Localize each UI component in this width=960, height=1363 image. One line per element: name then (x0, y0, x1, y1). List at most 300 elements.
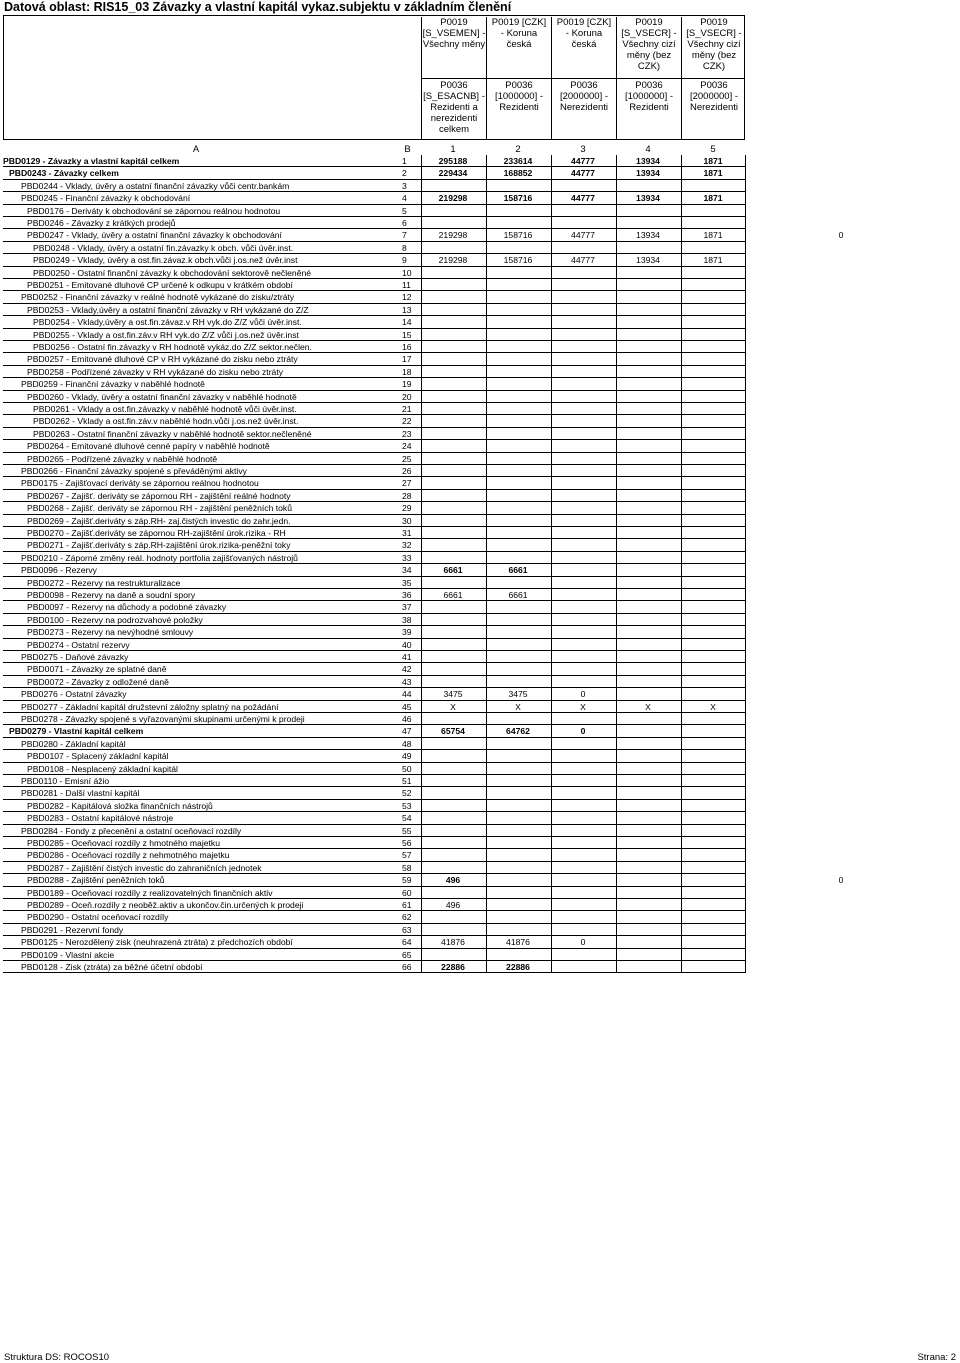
cell-divider (421, 787, 422, 799)
cell-divider (486, 267, 487, 279)
row-number: 61 (402, 900, 412, 910)
row-value-col-2: X (515, 701, 521, 712)
cell-divider (551, 899, 552, 911)
cell-divider (486, 626, 487, 638)
row-value-col-4: 13934 (636, 193, 660, 204)
cell-divider (681, 205, 682, 217)
cell-divider (551, 415, 552, 427)
cell-divider (745, 614, 746, 626)
cell-divider (421, 316, 422, 328)
row-value-col-5: 1871 (703, 168, 723, 179)
footer-page-number: Strana: 2 (917, 1352, 956, 1363)
cell-divider (745, 254, 746, 266)
cell-divider (681, 564, 682, 576)
row-label: PBD0279 - Vlastní kapitál celkem (9, 726, 144, 737)
row-number: 34 (402, 565, 412, 576)
row-value-col-1: 41876 (441, 937, 465, 948)
cell-divider (616, 242, 617, 254)
row-label: PBD0290 - Ostatní oceňovací rozdíly (27, 912, 169, 923)
cell-divider (745, 304, 746, 316)
row-label: PBD0264 - Emitované dluhové cenné papíry v naběhlé hodnotě (27, 441, 270, 452)
column-header-bottom-2: P0036 [1000000] - Rezidenti (486, 79, 551, 139)
cell-divider (616, 341, 617, 353)
cell-divider (681, 440, 682, 452)
cell-divider (551, 440, 552, 452)
table-row (3, 167, 745, 179)
cell-divider (551, 862, 552, 874)
row-label: PBD0276 - Ostatní závazky (21, 689, 127, 700)
table-row (3, 812, 745, 824)
row-number: 49 (402, 751, 412, 762)
table-row (3, 527, 745, 539)
cell-divider (745, 924, 746, 936)
row-label: PBD0097 - Rezervy na důchody a podobné závazky (27, 602, 227, 613)
cell-divider (681, 378, 682, 390)
row-label: PBD0261 - Vklady a ost.fin.závazky v naběhlé hodnotě vůči úvěr.inst. (33, 404, 297, 414)
cell-divider (486, 750, 487, 762)
row-value-col-4: 13934 (636, 156, 660, 166)
cell-divider (745, 490, 746, 502)
cell-divider (551, 428, 552, 440)
cell-divider (745, 192, 746, 204)
cell-divider (551, 329, 552, 341)
cell-divider (681, 304, 682, 316)
column-letter: B (404, 144, 411, 155)
cell-divider (616, 825, 617, 837)
cell-divider (745, 527, 746, 539)
cell-divider (616, 291, 617, 303)
table-row (3, 329, 745, 341)
cell-divider (486, 341, 487, 353)
cell-divider (421, 862, 422, 874)
row-number: 29 (402, 503, 412, 514)
row-value-col-3: 0 (580, 937, 586, 948)
cell-divider (551, 825, 552, 837)
cell-divider (616, 862, 617, 874)
cell-divider (616, 775, 617, 787)
cell-divider (616, 874, 617, 886)
row-value-col-2: 64762 (506, 726, 530, 737)
cell-divider (745, 688, 746, 700)
row-label: PBD0175 - Zajišťovací deriváty se zápornou reálnou hodnotou (21, 478, 259, 489)
row-label: PBD0248 - Vklady, úvěry a ostatní fin.závazky k obch. vůči úvěr.inst. (33, 242, 294, 253)
cell-divider (681, 663, 682, 675)
cell-divider (616, 440, 617, 452)
cell-divider (486, 899, 487, 911)
table-row (3, 254, 745, 266)
cell-divider (616, 465, 617, 477)
row-value-col-5: 1871 (703, 156, 723, 166)
row-value-col-2: 6661 (508, 590, 528, 600)
row-number: 9 (402, 255, 407, 266)
row-value-col-4: 13934 (636, 255, 660, 266)
cell-divider (486, 515, 487, 527)
row-value-col-5: X (710, 701, 716, 712)
table-row (3, 229, 745, 241)
cell-divider (745, 465, 746, 477)
table-row (3, 887, 745, 899)
cell-divider (551, 217, 552, 229)
row-number: 48 (402, 738, 412, 749)
cell-divider (681, 862, 682, 874)
table-row (3, 539, 745, 551)
cell-divider (486, 812, 487, 824)
cell-divider (745, 155, 746, 167)
cell-divider (486, 291, 487, 303)
cell-divider (486, 415, 487, 427)
cell-divider (681, 750, 682, 762)
cell-divider (551, 800, 552, 812)
row-number: 58 (402, 862, 412, 873)
cell-divider (681, 242, 682, 254)
cell-divider (486, 465, 487, 477)
cell-divider (421, 440, 422, 452)
column-letter: 1 (450, 144, 456, 155)
cell-divider (551, 366, 552, 378)
cell-divider (745, 366, 746, 378)
row-label: PBD0284 - Fondy z přecenění a ostatní oceňovací rozdíly (21, 825, 242, 836)
row-value-col-3: 44777 (571, 156, 595, 166)
cell-divider (551, 663, 552, 675)
row-label: PBD0096 - Rezervy (21, 565, 97, 576)
cell-divider (745, 329, 746, 341)
row-value-col-3: 44777 (571, 193, 595, 204)
row-label: PBD0125 - Nerozdělený zisk (neuhrazená ztráta) z předchozích období (21, 937, 293, 948)
table-row (3, 800, 745, 812)
cell-divider (486, 180, 487, 192)
cell-divider (681, 341, 682, 353)
row-value-col-1: 229434 (438, 168, 468, 179)
cell-divider (421, 477, 422, 489)
cell-divider (421, 415, 422, 427)
row-number: 43 (402, 676, 412, 687)
row-number: 63 (402, 924, 412, 935)
cell-divider (616, 391, 617, 403)
row-number: 16 (402, 342, 412, 352)
cell-divider (421, 205, 422, 217)
row-label: PBD0269 - Zajišť.deriváty s záp.RH- zaj.čistých investic do zahr.jedn. (27, 515, 291, 526)
row-label: PBD0244 - Vklady, úvěry a ostatní finanční závazky vůči centr.bankám (21, 180, 290, 191)
cell-divider (551, 887, 552, 899)
column-letter: 2 (515, 144, 521, 155)
table-row (3, 291, 745, 303)
cell-divider (616, 887, 617, 899)
cell-divider (486, 366, 487, 378)
column-header-bottom-3: P0036 [2000000] - Nerezidenti (551, 79, 616, 139)
cell-divider (681, 291, 682, 303)
cell-divider (486, 911, 487, 923)
cell-divider (745, 403, 746, 415)
row-value-col-1: 22886 (441, 962, 465, 972)
table-row (3, 676, 745, 688)
cell-divider (681, 217, 682, 229)
table-row (3, 911, 745, 923)
cell-divider (681, 837, 682, 849)
cell-divider (486, 205, 487, 217)
cell-divider (421, 663, 422, 675)
cell-divider (616, 515, 617, 527)
cell-divider (486, 279, 487, 291)
cell-divider (745, 180, 746, 192)
cell-divider (551, 924, 552, 936)
cell-divider (616, 428, 617, 440)
cell-divider (421, 911, 422, 923)
table-row (3, 949, 745, 961)
cell-divider (681, 353, 682, 365)
cell-divider (681, 961, 682, 973)
cell-divider (681, 490, 682, 502)
table-row (3, 589, 745, 601)
cell-divider (551, 577, 552, 589)
table-row (3, 490, 745, 502)
row-value-col-1: 496 (445, 900, 461, 910)
cell-divider (551, 527, 552, 539)
cell-divider (551, 775, 552, 787)
row-value-col-2: 233614 (503, 156, 533, 166)
row-value-col-1: 219298 (438, 255, 468, 266)
cell-divider (681, 688, 682, 700)
row-number: 38 (402, 614, 412, 625)
row-number: 62 (402, 912, 412, 923)
row-label: PBD0210 - Záporné změny reál. hodnoty portfolia zajišťovaných nástrojů (21, 552, 298, 563)
row-number: 11 (402, 280, 411, 290)
cell-divider (421, 601, 422, 613)
table-row (3, 564, 745, 576)
table-row (3, 924, 745, 936)
cell-divider (486, 800, 487, 812)
table-row (3, 515, 745, 527)
cell-divider (681, 391, 682, 403)
row-number: 41 (402, 652, 412, 662)
cell-divider (486, 502, 487, 514)
cell-divider (681, 601, 682, 613)
table-row (3, 155, 745, 167)
row-number: 2 (402, 168, 407, 179)
cell-divider (616, 477, 617, 489)
cell-divider (421, 849, 422, 861)
row-label: PBD0280 - Základní kapitál (21, 738, 126, 749)
row-value-col-4: 13934 (636, 230, 660, 241)
row-label: PBD0275 - Daňové závazky (21, 652, 129, 662)
row-label: PBD0268 - Zajišť. deriváty se zápornou RH - zajištění peněžních toků (27, 503, 292, 514)
cell-divider (421, 217, 422, 229)
row-value-col-3: X (580, 701, 586, 712)
cell-divider (421, 465, 422, 477)
table-row (3, 837, 745, 849)
row-label: PBD0250 - Ostatní finanční závazky k obchodování sektorově nečleněné (33, 267, 312, 278)
cell-divider (551, 552, 552, 564)
cell-divider (681, 267, 682, 279)
row-label: PBD0263 - Ostatní finanční závazky v naběhlé hodnotě sektor.nečleněné (33, 428, 312, 439)
row-number: 66 (402, 962, 412, 972)
cell-divider (616, 366, 617, 378)
row-label: PBD0098 - Rezervy na daně a soudní spory (27, 590, 196, 600)
cell-divider (551, 391, 552, 403)
row-number: 6 (402, 218, 407, 228)
cell-divider (486, 552, 487, 564)
cell-divider (745, 539, 746, 551)
row-value-col-2: 158716 (503, 193, 533, 204)
cell-divider (616, 279, 617, 291)
cell-divider (681, 626, 682, 638)
cell-divider (421, 676, 422, 688)
row-number: 10 (402, 267, 412, 278)
cell-divider (616, 415, 617, 427)
row-number: 47 (402, 726, 412, 737)
cell-divider (681, 403, 682, 415)
row-number: 37 (402, 602, 412, 613)
cell-divider (681, 577, 682, 589)
cell-divider (616, 899, 617, 911)
row-label: PBD0128 - Zisk (ztráta) za běžné účetní období (21, 962, 203, 972)
row-value-col-2: 3475 (508, 689, 528, 700)
row-number: 8 (402, 242, 407, 253)
cell-divider (551, 763, 552, 775)
cell-divider (551, 626, 552, 638)
cell-divider (486, 217, 487, 229)
row-label: PBD0189 - Oceňovací rozdíly z realizovatelných finančních aktiv (27, 887, 273, 898)
row-value-col-5: 1871 (703, 255, 723, 266)
column-header-top-5: P0019 [S_VSECR] - Všechny cizí měny (bez CZK) (681, 17, 746, 78)
cell-divider (551, 713, 552, 725)
cell-divider (616, 502, 617, 514)
cell-divider (421, 837, 422, 849)
row-value-col-2: 158716 (503, 255, 533, 266)
cell-divider (551, 787, 552, 799)
row-label: PBD0110 - Emisní ážio (21, 776, 110, 786)
cell-divider (551, 738, 552, 750)
cell-divider (745, 787, 746, 799)
cell-divider (421, 353, 422, 365)
row-label: PBD0273 - Rezervy na nevýhodné smlouvy (27, 627, 194, 638)
row-value-col-3: 0 (580, 689, 586, 700)
row-number: 64 (402, 937, 412, 948)
cell-divider (551, 453, 552, 465)
row-label: PBD0100 - Rezervy na podrozvahové položky (27, 614, 203, 625)
column-header-bottom-5: P0036 [2000000] - Nerezidenti (681, 79, 746, 139)
table-row (3, 663, 745, 675)
row-number: 52 (402, 788, 412, 799)
column-letter: 4 (645, 144, 651, 155)
row-number: 4 (402, 193, 407, 204)
table-row (3, 688, 745, 700)
cell-divider (681, 477, 682, 489)
cell-divider (681, 825, 682, 837)
row-extra-value: 0 (838, 230, 844, 241)
cell-divider (486, 763, 487, 775)
cell-divider (551, 465, 552, 477)
cell-divider (616, 403, 617, 415)
row-number: 60 (402, 887, 412, 898)
table-row (3, 316, 745, 328)
cell-divider (486, 651, 487, 663)
column-header-top-3: P0019 [CZK] - Koruna česká (551, 17, 616, 78)
cell-divider (745, 316, 746, 328)
row-number: 22 (402, 416, 412, 427)
cell-divider (745, 949, 746, 961)
cell-divider (421, 502, 422, 514)
cell-divider (421, 490, 422, 502)
cell-divider (551, 353, 552, 365)
row-label: PBD0289 - Oceň.rozdíly z neoběž.aktiv a ukončov.čin.určených k prodeji (27, 900, 304, 910)
cell-divider (421, 180, 422, 192)
row-number: 15 (402, 329, 412, 340)
table-row (3, 415, 745, 427)
row-label: PBD0265 - Podřízené závazky v naběhlé hodnotě (27, 453, 218, 464)
cell-divider (421, 242, 422, 254)
cell-divider (616, 713, 617, 725)
cell-divider (486, 862, 487, 874)
cell-divider (681, 366, 682, 378)
table-row (3, 440, 745, 452)
cell-divider (616, 924, 617, 936)
row-label: PBD0254 - Vklady,úvěry a ost.fin.závaz.v RH vyk.do Z/Z vůči úvěr.inst. (33, 317, 302, 328)
cell-divider (681, 316, 682, 328)
cell-divider (681, 279, 682, 291)
cell-divider (745, 676, 746, 688)
column-letter: 5 (710, 144, 716, 155)
cell-divider (616, 688, 617, 700)
cell-divider (745, 849, 746, 861)
row-number: 51 (402, 776, 412, 786)
row-label: PBD0291 - Rezervní fondy (21, 924, 124, 935)
row-label: PBD0272 - Rezervy na restrukturalizace (27, 577, 181, 588)
table-row (3, 577, 745, 589)
cell-divider (681, 775, 682, 787)
cell-divider (681, 763, 682, 775)
table-row (3, 304, 745, 316)
cell-divider (745, 663, 746, 675)
cell-divider (486, 428, 487, 440)
table-row (3, 453, 745, 465)
table-row (3, 502, 745, 514)
table-row (3, 961, 745, 973)
row-label: PBD0285 - Oceňovací rozdíly z hmotného majetku (27, 838, 220, 848)
cell-divider (616, 267, 617, 279)
cell-divider (551, 403, 552, 415)
row-number: 18 (402, 366, 412, 377)
row-label: PBD0260 - Vklady, úvěry a ostatní finanční závazky v naběhlé hodnotě (27, 391, 297, 402)
cell-divider (616, 961, 617, 973)
cell-divider (486, 353, 487, 365)
cell-divider (616, 750, 617, 762)
cell-divider (551, 949, 552, 961)
table-row (3, 626, 745, 638)
cell-divider (681, 911, 682, 923)
row-value-col-3: 44777 (571, 168, 595, 179)
table-row (3, 651, 745, 663)
cell-divider (616, 589, 617, 601)
cell-divider (616, 725, 617, 737)
row-value-col-5: 1871 (703, 230, 723, 241)
cell-divider (421, 949, 422, 961)
cell-divider (681, 428, 682, 440)
table-row (3, 874, 745, 886)
column-header-top-2: P0019 [CZK] - Koruna česká (486, 17, 551, 78)
cell-divider (486, 887, 487, 899)
row-number: 40 (402, 639, 412, 650)
cell-divider (745, 353, 746, 365)
cell-divider (421, 403, 422, 415)
cell-divider (421, 329, 422, 341)
cell-divider (486, 713, 487, 725)
row-label: PBD0243 - Závazky celkem (9, 168, 119, 179)
row-number: 36 (402, 590, 412, 600)
cell-divider (745, 800, 746, 812)
cell-divider (681, 936, 682, 948)
cell-divider (745, 217, 746, 229)
cell-divider (551, 242, 552, 254)
